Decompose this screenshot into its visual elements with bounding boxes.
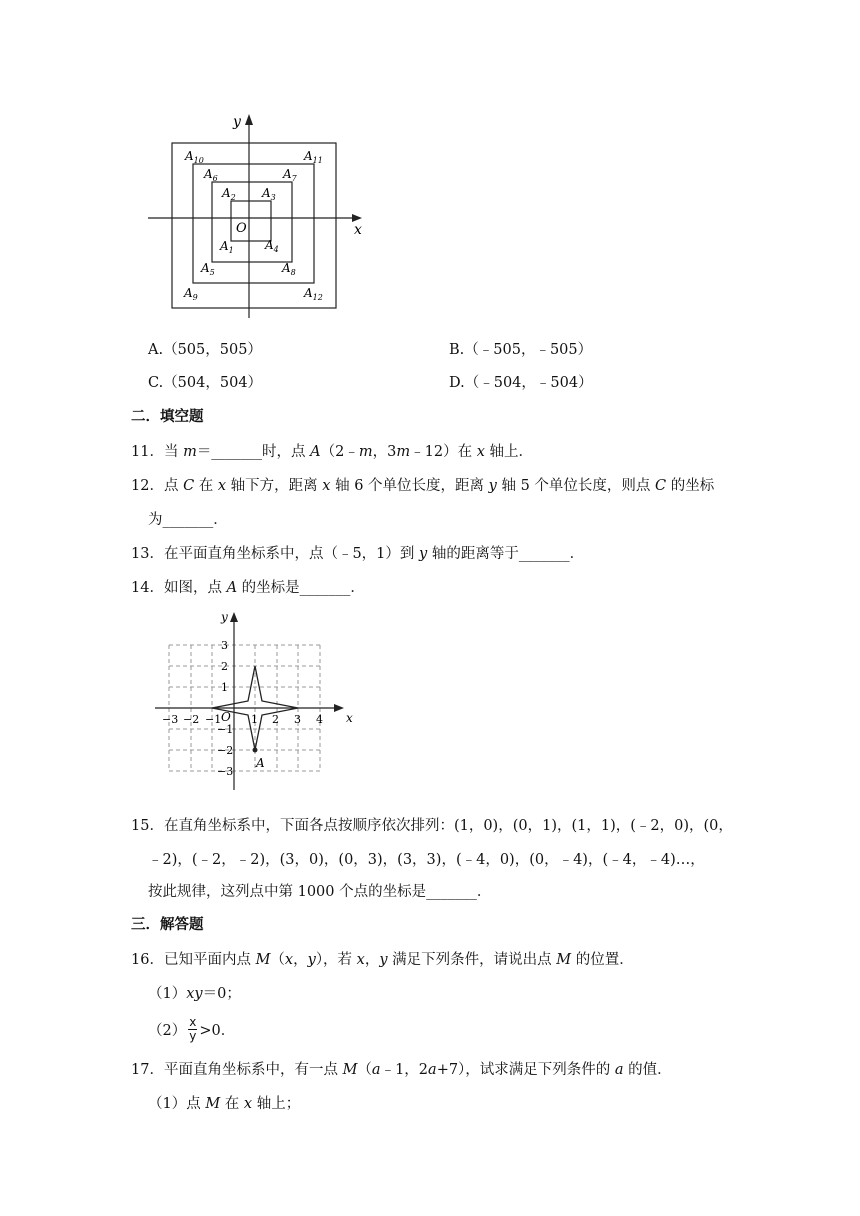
question-12-line-1: 12．点 C 在 x 轴下方，距离 x 轴 6 个单位长度，距离 y 轴 5 个单位长度，则点 C 的坐标 (131, 478, 715, 494)
y-tick-label: 1 (221, 681, 228, 694)
point-a (253, 748, 258, 753)
y-tick-label: 2 (221, 660, 228, 673)
y-tick-label: −1 (217, 723, 234, 736)
label-a11: $A_{11}$ (304, 149, 323, 165)
axis-labels (220, 610, 353, 770)
x-tick-label: −1 (205, 713, 222, 726)
option-c: C.（504，504） (148, 375, 263, 391)
label-a7: $A_7$ (283, 167, 297, 183)
question-12-line-2: 为_______． (148, 512, 228, 528)
question-16-part-2: （2） $\frac{x}{y}$ >0． (148, 1015, 236, 1043)
y-axis-label: y (233, 114, 241, 130)
question-17: 17．平面直角坐标系中，有一点 M（a﹣1，2a+7），试求满足下列条件的 a 的值． (131, 1062, 672, 1078)
y-axis-arrow (245, 114, 253, 125)
option-b: B.（﹣505，﹣505） (449, 342, 593, 358)
x-tick-label: 4 (316, 713, 323, 726)
label-a8: $A_8$ (282, 261, 296, 277)
x-axis-label: x (354, 222, 362, 238)
x-tick-label: 2 (272, 713, 279, 726)
x-tick-label: 3 (294, 713, 301, 726)
y-tick-label: −2 (217, 744, 234, 757)
question-15-line-3: 按此规律，这列点中第 1000 个点的坐标是_______． (148, 884, 492, 900)
question-16: 16．已知平面内点 M（x，y），若 x，y 满足下列条件，请说出点 M 的位置． (131, 952, 634, 968)
y-axis-arrow (230, 612, 238, 622)
question-17-part-1: （1）点 M 在 x 轴上； (148, 1096, 301, 1112)
x-tick-label: −3 (162, 713, 179, 726)
question-16-part-1: （1）xy＝0； (148, 986, 241, 1002)
star-grid-figure (150, 605, 365, 795)
label-a1: $A_1$ (220, 239, 234, 255)
label-a4: $A_4$ (265, 238, 279, 254)
label-a12: $A_{12}$ (304, 286, 323, 302)
x-axis-label: x (346, 711, 353, 725)
label-a2: $A_2$ (222, 186, 236, 202)
x-tick-labels (162, 713, 323, 726)
y-tick-label: 3 (221, 639, 228, 652)
question-11: 11．当 m＝_______时，点 A（2﹣m，3m﹣12）在 x 轴上． (131, 444, 533, 460)
x-axis-arrow (334, 704, 344, 712)
question-13: 13．在平面直角坐标系中，点（﹣5，1）到 y 轴的距离等于_______． (131, 546, 585, 562)
option-d: D.（﹣504，﹣504） (449, 375, 593, 391)
vertex-labels (183, 149, 323, 302)
fraction: $\frac{x}{y}$ (189, 1015, 197, 1043)
origin-label: O (236, 221, 247, 236)
y-tick-label: −3 (217, 765, 234, 778)
x-tick-label: 1 (251, 713, 258, 726)
section-3-heading: 三．解答题 (131, 917, 204, 933)
y-axis-label: y (221, 610, 228, 624)
x-tick-label: −2 (183, 713, 200, 726)
x-axis-arrow (352, 214, 362, 222)
label-a10: $A_{10}$ (185, 149, 204, 165)
question-14: 14．如图，点 A 的坐标是_______． (131, 580, 365, 596)
question-15-line-1: 15．在直角坐标系中，下面各点按顺序依次排列：(1，0)，(0，1)，(1，1)，(﹣2，0)，(0， (131, 818, 733, 834)
label-a9: $A_9$ (184, 286, 198, 302)
nested-squares-figure (140, 108, 380, 323)
section-2-heading: 二．填空题 (131, 409, 204, 425)
label-a6: $A_6$ (204, 167, 218, 183)
origin-label: O (221, 710, 231, 724)
question-15-line-2: ﹣2)，(﹣2，﹣2)，(3，0)，(0，3)，(3，3)，(﹣4，0)，(0，﹣4)，(﹣4，﹣4)…， (148, 852, 705, 868)
label-a5: $A_5$ (201, 261, 215, 277)
point-a-label: A (256, 756, 265, 770)
option-a: A.（505，505） (148, 342, 262, 358)
label-a3: $A_3$ (262, 186, 276, 202)
